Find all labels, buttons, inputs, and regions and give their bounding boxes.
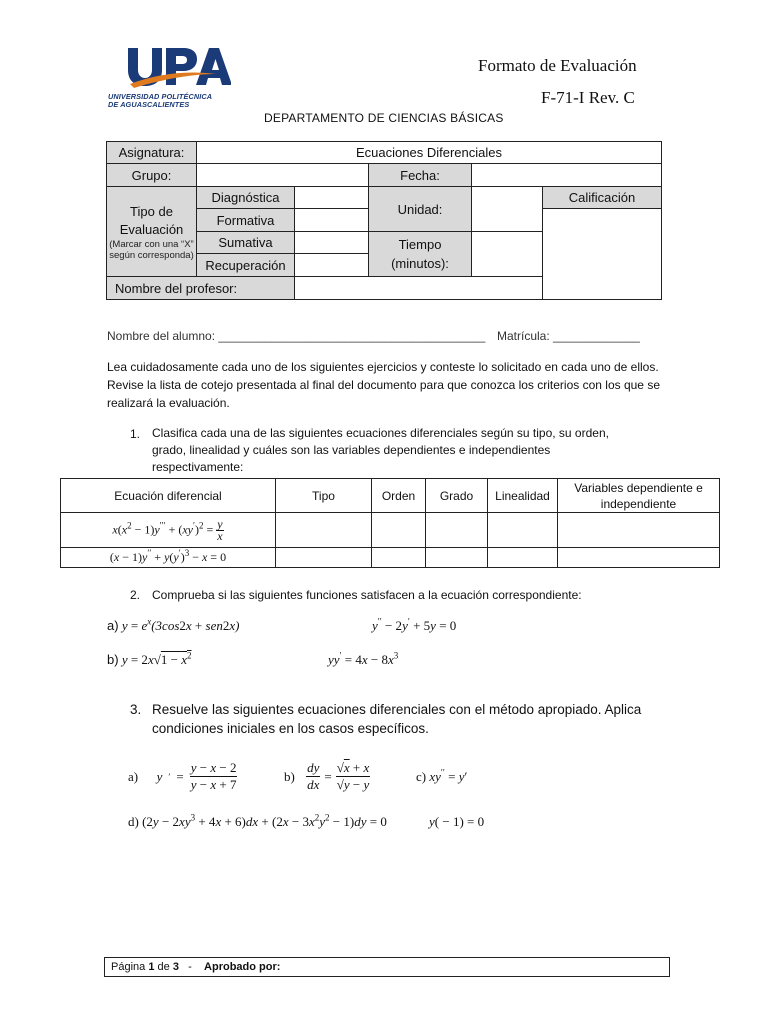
tiempo-field[interactable] <box>471 231 543 277</box>
tipo-diagnostica-checkbox[interactable] <box>294 186 369 209</box>
asignatura-value: Ecuaciones Diferenciales <box>196 141 662 164</box>
cell-orden-2[interactable] <box>371 547 426 568</box>
ej3-d-ecuacion: d) $(2y - 2xy^3 + 4x + 6)dx + (2x - 3x^2y^2 - 1)dy = 0$ <box>128 812 387 829</box>
col-ecuacion: Ecuación diferencial <box>60 478 276 513</box>
ej2-a-funcion: a) $y = e^x(3\cos 2x + sen2x)$ <box>107 616 240 633</box>
nombre-alumno-line[interactable]: Nombre del alumno: ________________________________________ <box>107 329 486 343</box>
footer-aprobado: Aprobado por: <box>204 961 281 973</box>
fecha-field[interactable] <box>471 163 662 187</box>
ej3-c-ecuacion: c) xy′′ = y′ <box>416 767 468 784</box>
upa-logo-graphic <box>106 44 231 92</box>
ejercicio-2-number: 2. <box>130 588 141 602</box>
tipo-formativa-label: Formativa <box>196 208 295 232</box>
tipo-recuperacion-label: Recuperación <box>196 253 295 277</box>
calificacion-field[interactable] <box>542 208 662 300</box>
department-title: DEPARTAMENTO DE CIENCIAS BÁSICAS <box>264 111 504 125</box>
cell-grado-1[interactable] <box>425 512 488 548</box>
col-linealidad: Linealidad <box>487 478 558 513</box>
footer-pagina: Página <box>111 961 146 973</box>
ej2-b-funcion: b) $y = 2x√1 - x^2$ <box>107 650 192 667</box>
ej3-d-condicion: y( − 1) = 0 <box>429 814 485 829</box>
fecha-label: Fecha: <box>368 163 472 187</box>
profesor-field[interactable] <box>294 276 543 300</box>
cell-tipo-1[interactable] <box>275 512 372 548</box>
ej3-b-ecuacion: b) $\frac{dy}{dx}$ = $\frac{√x + x}{√y - y}$ <box>284 760 370 792</box>
ecuacion-2: $(x - 1)y'' + y(y')^3 - x = 0$ <box>60 547 276 568</box>
tipo-evaluacion-label: Tipo de Evaluación <box>119 203 184 237</box>
cell-grado-2[interactable] <box>425 547 488 568</box>
col-grado: Grado <box>425 478 488 513</box>
profesor-label: Nombre del profesor: <box>106 276 295 300</box>
ejercicio-1-text: Clasifica cada una de las siguientes ecuaciones diferenciales según su tipo, su orden, grado, linealidad y cuáles son las variables dependientes e independientes respectivamente: <box>152 426 609 474</box>
footer-separator: - <box>188 961 192 973</box>
tipo-evaluacion-note: (Marcar con una “X” según corresponda) <box>109 238 194 261</box>
cell-orden-1[interactable] <box>371 512 426 548</box>
col-tipo: Tipo <box>275 478 372 513</box>
unidad-field[interactable] <box>471 186 543 232</box>
grupo-label: Grupo: <box>106 163 197 187</box>
cell-linealidad-2[interactable] <box>487 547 558 568</box>
ej3-a-ecuacion: a) y ′ = $\frac{y - x - 2}{y - x + 7}$ <box>128 760 237 792</box>
unidad-label: Unidad: <box>368 186 472 232</box>
footer-total-pages: 3 <box>172 961 179 973</box>
ej2-a-ecuacion: y′′ − 2y′ + 5y = 0 <box>372 616 457 633</box>
upa-logo <box>106 44 231 112</box>
tipo-recuperacion-checkbox[interactable] <box>294 253 369 277</box>
tipo-sumativa-checkbox[interactable] <box>294 231 369 254</box>
cell-tipo-2[interactable] <box>275 547 372 568</box>
cell-linealidad-1[interactable] <box>487 512 558 548</box>
cell-variables-1[interactable] <box>557 512 720 548</box>
ejercicio-3-text: Resuelve las siguientes ecuaciones diferenciales con el método apropiado. Aplica condiciones iniciales en los casos específicos. <box>152 702 642 736</box>
tipo-evaluacion-cell <box>106 186 197 277</box>
grupo-field[interactable] <box>196 163 369 187</box>
ejercicio-3-number: 3. <box>130 702 142 717</box>
ej2-b-ecuacion: $yy' = 4x - 8x^3$ <box>328 650 399 667</box>
tipo-formativa-checkbox[interactable] <box>294 208 369 232</box>
ejercicio-1-number: 1. <box>130 427 141 441</box>
matricula-line[interactable]: Matrícula: _____________ <box>497 329 640 343</box>
form-code: F-71-I Rev. C <box>541 88 635 107</box>
footer-page-number: 1 <box>148 961 155 973</box>
logo-subtext-1: UNIVERSIDAD POLITÉCNICA <box>108 92 213 101</box>
calificacion-label: Calificación <box>542 186 662 209</box>
ejercicio-2-text: Comprueba si las siguientes funciones satisfacen a la ecuación correspondiente: <box>152 588 582 602</box>
tipo-sumativa-label: Sumativa <box>196 231 295 254</box>
instructions-paragraph: Lea cuidadosamente cada uno de los siguientes ejercicios y conteste lo solicitado en cada uno de ellos. Revise la lista de cotejo presentada al final del documento para que conozca los criterios con los que se realizará la evaluación. <box>107 360 660 410</box>
asignatura-label: Asignatura: <box>106 141 197 164</box>
col-variables: Variables dependiente e independiente <box>557 478 720 513</box>
logo-subtext-2: DE AGUASCALIENTES <box>108 100 190 109</box>
footer-de: de <box>157 961 170 973</box>
cell-variables-2[interactable] <box>557 547 720 568</box>
tiempo-label: Tiempo (minutos): <box>368 231 472 277</box>
tipo-diagnostica-label: Diagnóstica <box>196 186 295 209</box>
form-title: Formato de Evaluación <box>478 56 637 75</box>
col-orden: Orden <box>371 478 426 513</box>
page-footer <box>104 957 670 977</box>
ecuacion-1: $x(x^2 - 1)y''' + (xy')^2$ = $\frac{y}{x}$ <box>60 512 276 548</box>
